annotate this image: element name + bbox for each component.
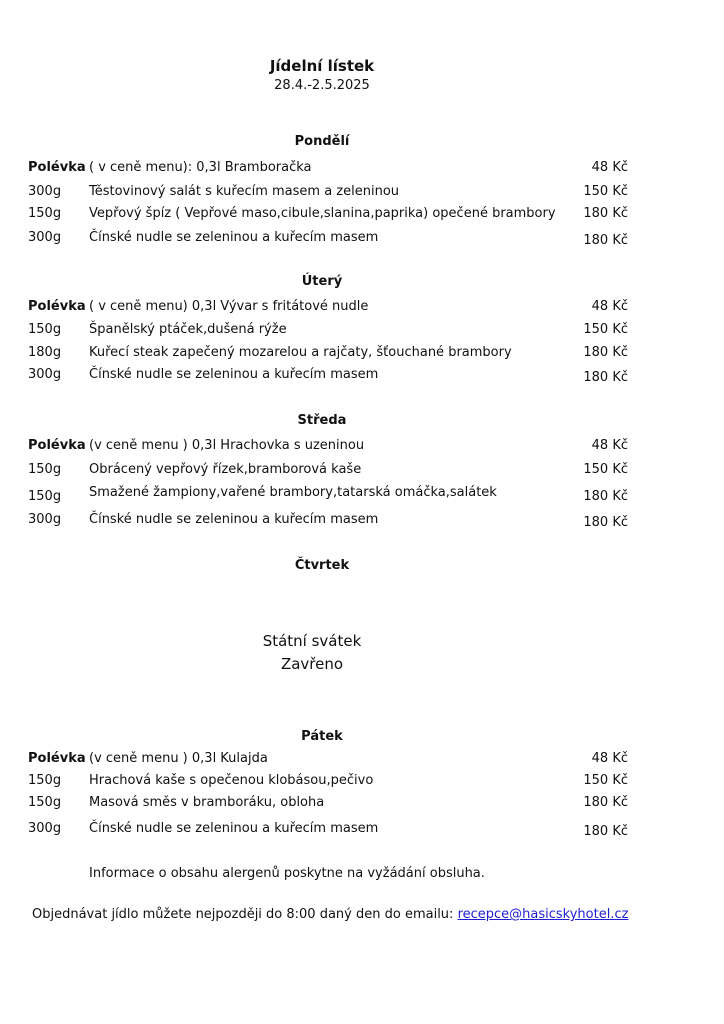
item-description: ( v ceně menu) 0,3l Vývar s fritátové nudle [89, 299, 369, 314]
item-description: Španělský ptáček,dušená rýže [89, 322, 287, 337]
item-description: Čínské nudle se zeleninou a kuřecím masem [89, 367, 379, 382]
item-description: (v ceně menu ) 0,3l Hrachovka s uzeninou [89, 438, 365, 453]
item-qty: 300g [28, 184, 62, 199]
menu-row [0, 462, 724, 482]
item-qty: 150g [28, 489, 62, 504]
item-price: 150 Kč [583, 322, 628, 337]
menu-row [0, 367, 724, 387]
item-qty: 300g [28, 821, 62, 836]
item-price: 180 Kč [583, 824, 628, 839]
item-qty: 150g [28, 773, 62, 788]
item-price: 150 Kč [583, 184, 628, 199]
menu-row [0, 184, 724, 204]
item-price: 180 Kč [583, 233, 628, 248]
menu-row [0, 160, 724, 180]
item-description: Čínské nudle se zeleninou a kuřecím masem [89, 512, 379, 527]
item-description: Smažené žampiony,vařené brambory,tatarská omáčka,salátek [89, 485, 497, 500]
day-heading-friday: Pátek [301, 729, 343, 744]
menu-row [0, 821, 724, 841]
item-price: 180 Kč [583, 795, 628, 810]
item-qty: 300g [28, 367, 62, 382]
date-range: 28.4.-2.5.2025 [274, 78, 370, 93]
item-qty: 300g [28, 230, 62, 245]
item-description: Čínské nudle se zeleninou a kuřecím masem [89, 821, 379, 836]
day-heading-wednesday: Středa [297, 413, 347, 428]
item-price: 150 Kč [583, 773, 628, 788]
item-price: 180 Kč [583, 370, 628, 385]
item-description: Kuřecí steak zapečený mozarelou a rajčaty, šťouchané brambory [89, 345, 512, 360]
item-price: 180 Kč [583, 489, 628, 504]
order-instructions [32, 907, 628, 922]
allergen-note: Informace o obsahu alergenů poskytne na vyžádání obsluha. [89, 866, 485, 881]
item-qty: 180g [28, 345, 62, 360]
menu-row [0, 795, 724, 815]
order-text: Objednávat jídlo můžete nejpozději do 8:00 daný den do emailu: [32, 907, 458, 922]
menu-row [0, 512, 724, 532]
day-heading-monday: Pondělí [294, 134, 350, 149]
item-qty: 150g [28, 322, 62, 337]
closed-notice: Zavřeno [280, 655, 344, 673]
item-description: Čínské nudle se zeleninou a kuřecím masem [89, 230, 379, 245]
item-price: 180 Kč [583, 515, 628, 530]
menu-row [0, 299, 724, 319]
item-qty: 300g [28, 512, 62, 527]
item-description: Vepřový špíz ( Vepřové maso,cibule,slanina,paprika) opečené brambory [89, 206, 556, 221]
menu-row [0, 345, 724, 365]
menu-row [0, 438, 724, 458]
item-description: Masová směs v bramboráku, obloha [89, 795, 325, 810]
item-qty: Polévka [28, 299, 86, 314]
item-price: 48 Kč [591, 751, 628, 766]
item-qty: 150g [28, 462, 62, 477]
holiday-notice: Státní svátek [262, 632, 362, 650]
page-title: Jídelní lístek [269, 57, 375, 75]
item-qty: Polévka [28, 751, 86, 766]
menu-row [0, 773, 724, 793]
menu-row [0, 751, 724, 771]
item-price: 150 Kč [583, 462, 628, 477]
day-heading-thursday: Čtvrtek [294, 558, 350, 573]
menu-row [0, 485, 724, 505]
day-heading-tuesday: Úterý [301, 274, 343, 289]
menu-row [0, 322, 724, 342]
item-qty: Polévka [28, 438, 86, 453]
item-qty: Polévka [28, 160, 86, 175]
item-description: (v ceně menu ) 0,3l Kulajda [89, 751, 268, 766]
item-qty: 150g [28, 795, 62, 810]
item-price: 48 Kč [591, 160, 628, 175]
item-description: Hrachová kaše s opečenou klobásou,pečivo [89, 773, 374, 788]
email-link[interactable]: recepce@hasicskyhotel.cz [457, 907, 629, 922]
item-price: 48 Kč [591, 438, 628, 453]
item-qty: 150g [28, 206, 62, 221]
item-description: ( v ceně menu): 0,3l Bramboračka [89, 160, 312, 175]
item-price: 180 Kč [583, 206, 628, 221]
item-description: Těstovinový salát s kuřecím masem a zeleninou [89, 184, 400, 199]
menu-row [0, 206, 724, 226]
item-price: 48 Kč [591, 299, 628, 314]
menu-row [0, 230, 724, 250]
item-description: Obrácený vepřový řízek,bramborová kaše [89, 462, 362, 477]
item-price: 180 Kč [583, 345, 628, 360]
